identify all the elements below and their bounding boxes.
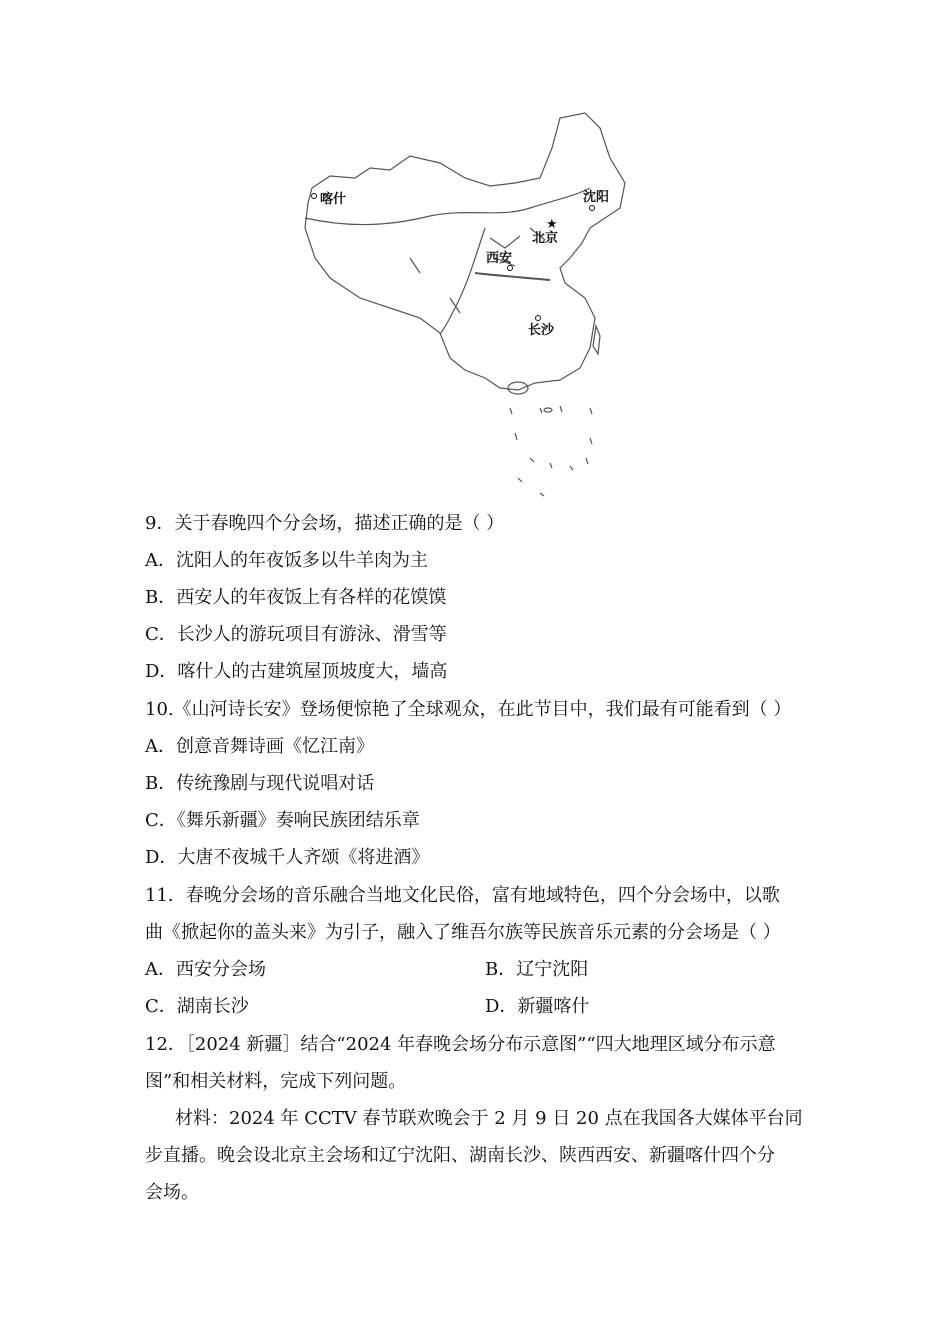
q12-stem-line1: 12．［2024 新疆］结合“2024 年春晚会场分布示意图”“四大地理区域分布示意	[145, 1034, 776, 1055]
kashgar-marker	[312, 194, 317, 199]
q10-option-d: D．大唐不夜城千人齐颂《将进酒》	[145, 847, 430, 868]
q12-stem-line2: 图”和相关材料，完成下列问题。	[145, 1071, 407, 1092]
region-boundary-qinling	[475, 273, 550, 280]
map-label-changsha: 长沙	[528, 323, 555, 338]
q11-option-a: A．西安分会场	[145, 959, 266, 980]
beijing-star-icon: ★	[546, 217, 558, 232]
q11-option-d: D．新疆喀什	[485, 996, 590, 1017]
q11-option-c: C．湖南长沙	[145, 996, 249, 1017]
q10-option-c: C．《舞乐新疆》奏响民族团结乐章	[145, 810, 420, 831]
map-label-shenyang: 沈阳	[583, 190, 610, 205]
q11-stem-line1: 11．春晚分会场的音乐融合当地文化民俗，富有地域特色，四个分会场中，以歌	[145, 885, 780, 906]
shenyang-marker	[590, 206, 595, 211]
region-boundary-west	[440, 228, 485, 334]
q12-material-line1: 材料：2024 年 CCTV 春节联欢晚会于 2 月 9 日 20 点在我国各大媒体平台同	[175, 1108, 803, 1129]
south-sea-islands	[510, 406, 592, 496]
hainan-island	[508, 382, 528, 394]
q12-material-line2: 步直播。晚会设北京主会场和辽宁沈阳、湖南长沙、陕西西安、新疆喀什四个分	[145, 1145, 775, 1166]
q9-option-a: A．沈阳人的年夜饭多以牛羊肉为主	[145, 550, 428, 571]
xian-marker	[508, 266, 513, 271]
taiwan-island	[593, 326, 600, 354]
map-label-xian: 西安	[486, 251, 513, 266]
q9-option-c: C．长沙人的游玩项目有游泳、滑雪等	[145, 624, 447, 645]
china-map	[290, 108, 650, 508]
q10-stem: 10.《山河诗长安》登场便惊艳了全球观众，在此节目中，我们最有可能看到（ ）	[145, 699, 792, 720]
q11-option-b: B．辽宁沈阳	[485, 959, 589, 980]
map-label-kashgar: 喀什	[320, 192, 347, 207]
q10-option-b: B．传统豫剧与现代说唱对话	[145, 773, 375, 794]
map-label-beijing: 北京	[532, 231, 559, 246]
q12-material-line3: 会场。	[145, 1182, 199, 1203]
q10-option-a: A．创意音舞诗画《忆江南》	[145, 736, 374, 757]
q9-option-b: B．西安人的年夜饭上有各样的花馍馍	[145, 587, 447, 608]
changsha-marker	[536, 316, 541, 321]
q9-stem: 9．关于春晚四个分会场，描述正确的是（ ）	[145, 513, 505, 534]
q9-option-d: D．喀什人的古建筑屋顶坡度大，墙高	[145, 661, 448, 682]
q11-stem-line2: 曲《掀起你的盖头来》为引子，融入了维吾尔族等民族音乐元素的分会场是（ ）	[145, 922, 781, 943]
china-outline	[305, 113, 625, 390]
